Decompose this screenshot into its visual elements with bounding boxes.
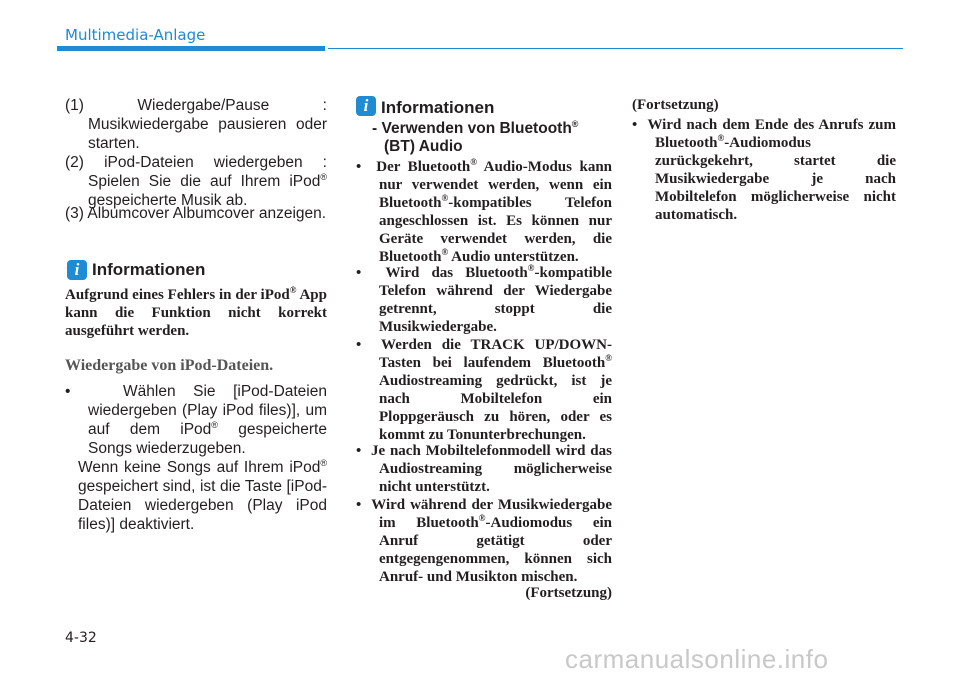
list-item: • Wird während der Musikwiedergabe im Bluetooth®-Audiomodus ein Anruf getätigt oder entgegengenommen, können sich Anruf- und Musikton mischen.: [356, 497, 612, 585]
watermark: carmanualsonline.info: [565, 644, 829, 674]
list-item: • Wählen Sie [iPod-Dateien wiedergeben (Play iPod files)], um auf dem iPod® gespeicherte Songs wiederzugeben.: [65, 383, 327, 457]
list-item: • Der Bluetooth® Audio-Modus kann nur verwendet werden, wenn ein Bluetooth®-kompatibles Telefon angeschlossen ist. Es können nur Geräte verwendet werden, die Bluetooth® Audio unterstützen.: [356, 157, 613, 265]
list-item-3: (3) Albumcover Albumcover anzeigen.: [65, 205, 327, 222]
section-heading: Wiedergabe von iPod-Dateien.: [65, 357, 274, 374]
section-title: Multimedia-Anlage: [65, 26, 206, 44]
info-text: Aufgrund eines Fehlers in der iPod® App kann die Funktion nicht korrekt ausgeführt werden.: [65, 285, 327, 339]
header-rule-thick: [57, 46, 325, 51]
header-rule-thin: [328, 48, 903, 49]
info-icon: i: [356, 96, 376, 116]
continued-note: (Fortsetzung): [525, 585, 612, 601]
list-item-1: (1) Wiedergabe/Pause : Musikwiedergabe pausieren oder starten.: [65, 97, 327, 152]
page-number: 4-32: [65, 630, 97, 646]
info-heading: Informationen: [92, 260, 206, 279]
list-item: • Wird nach dem Ende des Anrufs zum Bluetooth®-Audiomodus zurückgekehrt, startet die Musikwiedergabe je nach Mobiltelefon möglicherweise nicht automatisch.: [632, 117, 897, 223]
info-icon: i: [67, 260, 87, 280]
paragraph: Wenn keine Songs auf Ihrem iPod® gespeichert sind, ist die Taste [iPod-Dateien wiedergeben (Play iPod files)] deaktiviert.: [78, 457, 327, 533]
continued-note: (Fortsetzung): [632, 97, 719, 113]
info-heading: Informationen: [381, 98, 495, 117]
list-item: • Werden die TRACK UP/DOWN-Tasten bei laufendem Bluetooth® Audiostreaming gedrückt, ist je nach Mobiltelefon ein Ploppgeräusch zu hören, oder es kommt zu Tonunterbrechungen.: [356, 337, 613, 443]
info-subtitle: - Verwenden von Bluetooth® (BT) Audio: [372, 118, 579, 155]
list-item: • Wird das Bluetooth®-kompatible Telefon während der Wiedergabe getrennt, stoppt die Musikwiedergabe.: [356, 263, 612, 335]
list-item: • Je nach Mobiltelefonmodell wird das Audiostreaming möglicherweise nicht unterstützt.: [356, 443, 612, 495]
list-item-2: (2) iPod-Dateien wiedergeben : Spielen Sie die auf Ihrem iPod® gespeicherte Musik ab.: [65, 154, 327, 209]
